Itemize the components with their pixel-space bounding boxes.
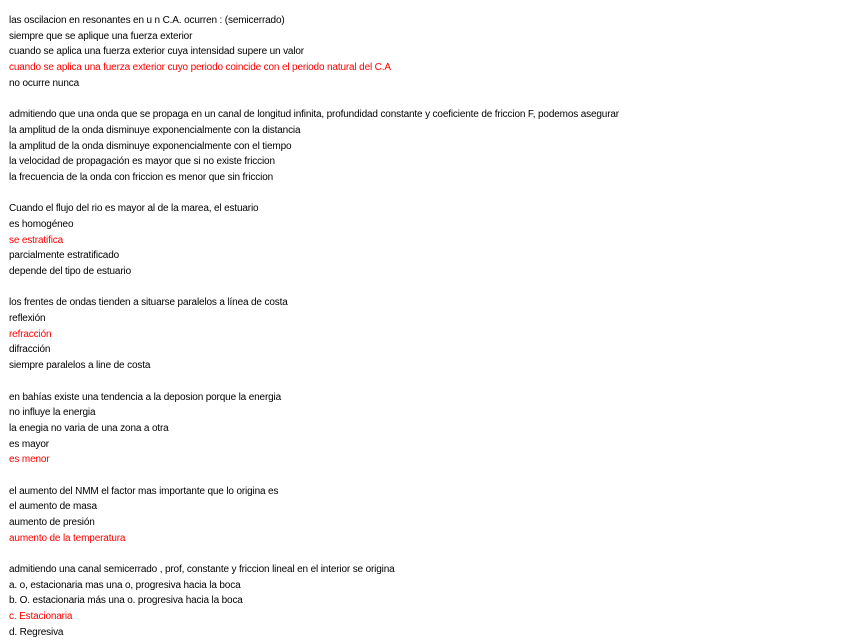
correct-answer-option: se estratifica xyxy=(9,234,64,246)
answer-option: depende del tipo de estuario xyxy=(9,266,132,277)
question-text: los frentes de ondas tienden a situarse paralelos a línea de costa xyxy=(9,297,288,309)
question-text: Cuando el flujo del rio es mayor al de la marea, el estuario xyxy=(9,203,259,215)
correct-answer-option: refracción xyxy=(9,328,52,340)
question-text: el aumento del NMM el factor mas importante que lo origina es xyxy=(9,485,279,497)
correct-answer-option: cuando se aplica una fuerza exterior cuyo periodo coincide con el periodo natural del C.A xyxy=(9,62,391,74)
answer-option: no influye la energia xyxy=(9,407,96,419)
correct-answer-option: aumento de la temperatura xyxy=(9,532,126,544)
question-block xyxy=(9,484,839,547)
quiz-document xyxy=(9,13,839,641)
question-block xyxy=(9,13,839,91)
question-block xyxy=(9,107,839,185)
correct-answer-option: c. Estacionaria xyxy=(9,611,73,623)
answer-option: siempre que se aplique una fuerza exterior xyxy=(9,30,193,42)
question-spacer xyxy=(9,186,839,202)
answer-option: difracción xyxy=(9,344,51,356)
answer-option: aumento de presión xyxy=(9,517,95,528)
question-spacer xyxy=(9,468,839,484)
answer-option: la velocidad de propagación es mayor que si no existe friccion xyxy=(9,156,275,168)
question-block xyxy=(9,201,839,279)
answer-option: la frecuencia de la onda con friccion es menor que sin friccion xyxy=(9,171,274,183)
answer-option: a. o, estacionaria mas una o, progresiva hacia la boca xyxy=(9,579,241,591)
question-block xyxy=(9,295,839,373)
question-spacer xyxy=(9,374,839,390)
answer-option: es homogéneo xyxy=(9,218,74,230)
answer-option: parcialmente estratificado xyxy=(9,250,120,262)
answer-option: la amplitud de la onda disminuye exponencialmente con la distancia xyxy=(9,124,301,136)
answer-option: la enegia no varia de una zona a otra xyxy=(9,422,169,434)
answer-option: no ocurre nunca xyxy=(9,77,80,89)
question-block xyxy=(9,390,839,468)
question-text: las oscilacion en resonantes en u n C.A. ocurren : (semicerrado) xyxy=(9,15,285,26)
answer-option: es mayor xyxy=(9,438,49,450)
answer-option: d. Regresiva xyxy=(9,626,64,638)
answer-option: reflexión xyxy=(9,313,46,325)
question-text: en bahías existe una tendencia a la deposion porque la energia xyxy=(9,391,282,403)
answer-option: el aumento de masa xyxy=(9,501,97,513)
question-spacer xyxy=(9,91,839,107)
answer-option: siempre paralelos a line de costa xyxy=(9,360,151,372)
question-spacer xyxy=(9,546,839,562)
answer-option: cuando se aplica una fuerza exterior cuya intensidad supere un valor xyxy=(9,46,304,58)
question-block xyxy=(9,562,839,640)
question-spacer xyxy=(9,280,839,296)
answer-option: b. O. estacionaria más una o. progresiva hacia la boca xyxy=(9,595,243,607)
correct-answer-option: es menor xyxy=(9,454,50,466)
answer-option: la amplitud de la onda disminuye exponencialmente con el tiempo xyxy=(9,140,292,152)
question-text: admitiendo una canal semicerrado , prof, constante y friccion lineal en el interior se origina xyxy=(9,564,395,576)
question-text: admitiendo que una onda que se propaga en un canal de longitud infinita, profundidad constante y coeficiente de friccion F, podemos asegurar xyxy=(9,109,619,121)
